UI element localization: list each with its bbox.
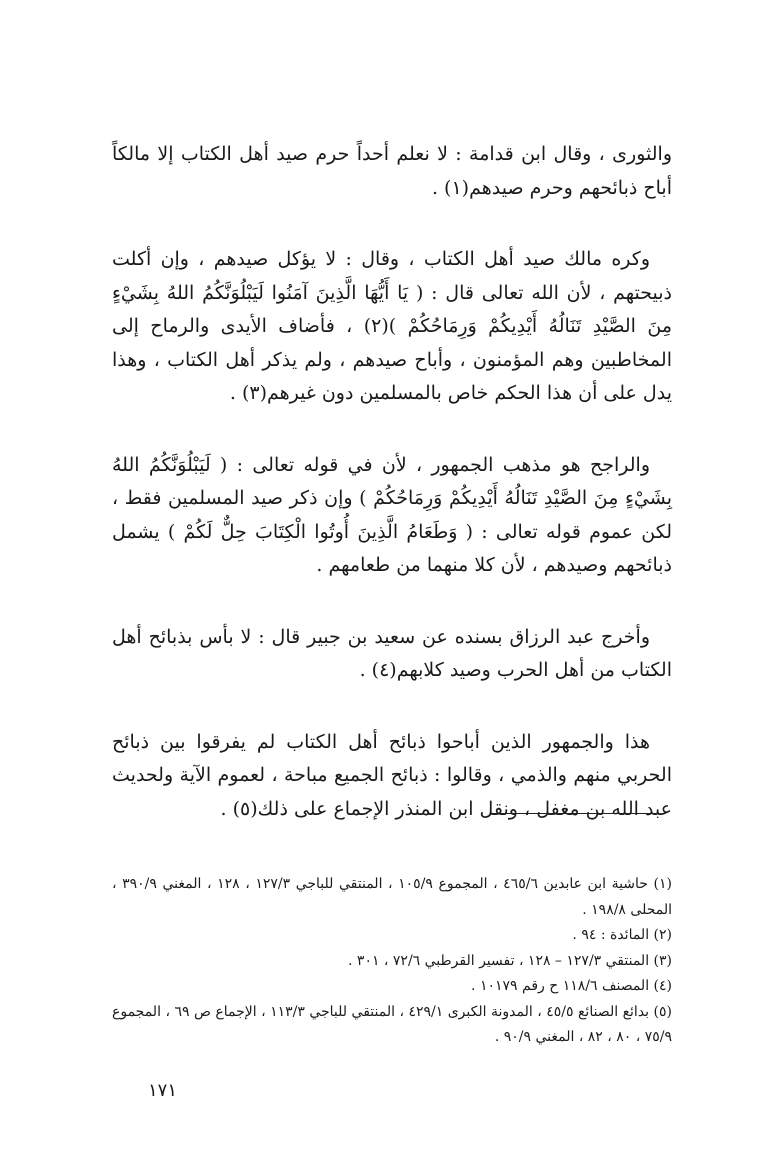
paragraph-3: والراجح هو مذهب الجمهور ، لأن في قوله تعالى : ( لَيَبْلُوَنَّكُمُ اللهُ بِشَيْءٍ مِنَ الصَّيْدِ تَنَالُهُ أَيْدِيكُمْ وَرِمَاحُكُمْ ) وإن ذكر صيد المسلمين فقط ، لكن عموم قوله تعالى : ( وَطَعَامُ الَّذِينَ أُوتُوا الْكِتَابَ حِلٌّ لَكُمْ ) يشمل ذبائحهم وصيدهم ، لأن كلا منهما من طعامهم . <box>112 453 672 576</box>
footnote-4: (٤) المصنف ١١٨/٦ ح رقم ١٠١٧٩ . <box>471 978 672 994</box>
footnote-separator <box>491 813 657 814</box>
paragraph-2: وكره مالك صيد أهل الكتاب ، وقال : لا يؤكل صيدهم ، وإن أكلت ذبيحتهم ، لأن الله تعالى قال : ( يَا أَيُّهَا الَّذِينَ آمَنُوا لَيَبْلُوَنَّكُمُ اللهُ بِشَيْءٍ مِنَ الصَّيْدِ تَنَالُهُ أَيْدِيكُمْ وَرِمَاحُكُمْ )(٢) ، فأضاف الأيدى والرماح إلى المخاطبين وهم المؤمنون ، وأباح صيدهم ، ولم يذكر أهل الكتاب ، وهذا يدل على أن هذا الحكم خاص بالمسلمين دون غيرهم(٣) . <box>112 248 672 404</box>
page-number: ١٧١ <box>148 1080 178 1101</box>
footnote-3: (٣) المنتقي ١٢٧/٣ – ١٢٨ ، تفسير القرطبي ٧٢/٦ ، ٣٠١ . <box>348 952 672 969</box>
main-text <box>112 138 672 864</box>
footnote-2: (٢) المائدة : ٩٤ . <box>572 927 672 943</box>
footnotes <box>112 872 672 1051</box>
paragraph-5: هذا والجمهور الذين أباحوا ذبائح أهل الكتاب لم يفرقوا بين ذبائح الحربي منهم والذمي ، وقالوا : ذبائح الجميع مباحة ، لعموم الآية ولحديث عبد الله بن مغفل ، ونقل ابن المنذر الإجماع على ذلك(٥) . <box>112 730 672 820</box>
paragraph-1: والثورى ، وقال ابن قدامة : لا نعلم أحداً حرم صيد أهل الكتاب إلا مالكاً أباح ذبائحهم وحرم صيدهم(١) . <box>112 143 672 199</box>
footnote-5: (٥) بدائع الصنائع ٤٥/٥ ، المدونة الكبرى ٤٢٩/١ ، المنتقي للباجي ١١٣/٣ ، الإجماع ص ٦٩ ، المجموع ٧٥/٩ ، ٨٠ ، ٨٢ ، المغني ٩٠/٩ . <box>112 1003 672 1045</box>
paragraph-4: وأخرج عبد الرزاق بسنده عن سعيد بن جبير قال : لا بأس بذبائح أهل الكتاب من أهل الحرب وصيد كلابهم(٤) . <box>112 625 672 681</box>
footnote-1: (١) حاشية ابن عابدين ٤٦٥/٦ ، المجموع ١٠٥/٩ ، المنتقي للباجي ١٢٧/٣ ، ١٢٨ ، المغني ٣٩٠/٩ ، المحلى ١٩٨/٨ . <box>112 876 673 918</box>
